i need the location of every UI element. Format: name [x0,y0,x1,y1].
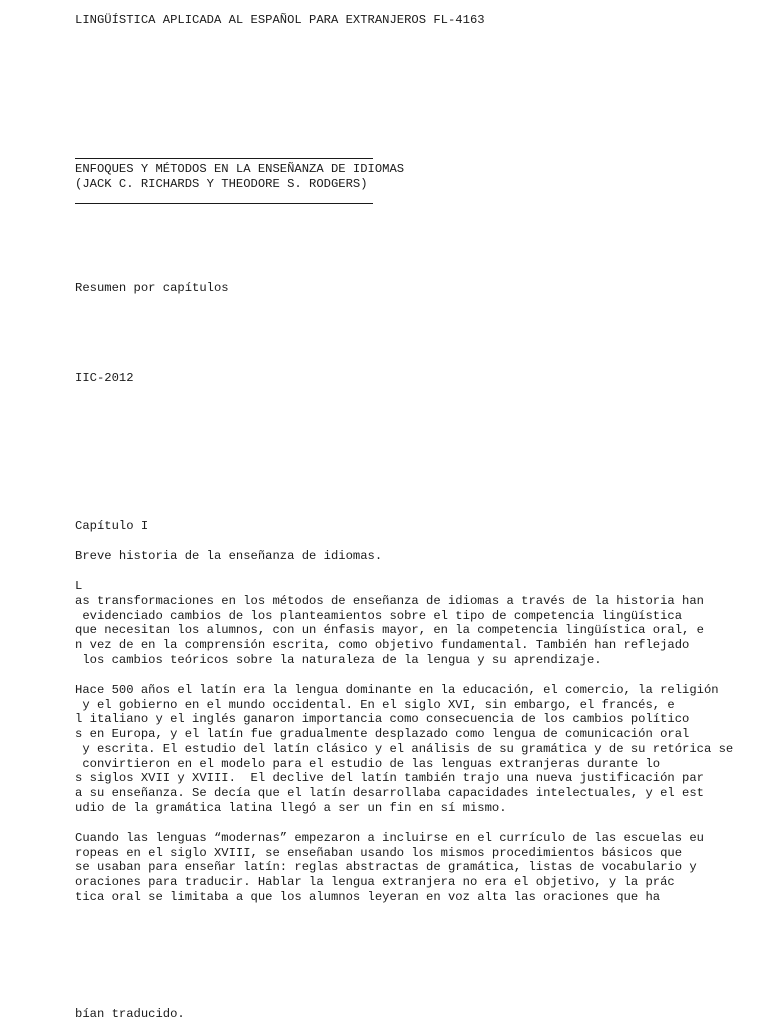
paragraph-line: se usaban para enseñar latín: reglas abstractas de gramática, listas de vocabulario y [75,860,697,875]
paragraph-line: convirtieron en el modelo para el estudio de las lenguas extranjeras durante lo [75,756,661,771]
paragraph-line: n vez de en la comprensión escrita, como objetivo fundamental. También han reflejado [75,638,690,653]
paragraph-2 [75,683,733,815]
paragraph-line: udio de la gramática latina llegó a ser un fin en sí mismo. [75,800,507,815]
title-rule-top [75,158,373,159]
paragraph-line: los cambios teóricos sobre la naturaleza de la lengua y su aprendizaje. [75,652,602,667]
paragraph-line: s siglos XVII y XVIII. El declive del latín también trajo una nueva justificación par [75,771,704,786]
paragraph-line: as transformaciones en los métodos de enseñanza de idiomas a través de la historia han [75,594,704,608]
document-code: IIC-2012 [75,371,134,385]
chapter-heading: Breve historia de la enseñanza de idiomas. [75,549,383,563]
title-rule-bottom [75,203,373,204]
paragraph-line: ropeas en el siglo XVIII, se enseñaban usando los mismos procedimientos básicos que [75,845,683,860]
paragraph-line: tica oral se limitaba a que los alumnos leyeran en voz alta las oraciones que ha [75,889,661,904]
paragraph-line: que necesitan los alumnos, con un énfasis mayor, en la competencia lingüística oral, e [75,623,704,638]
paragraph-line: y el gobierno en el mundo occidental. En el siglo XVI, sin embargo, el francés, e [75,697,675,712]
document-authors: (JACK C. RICHARDS Y THEODORE S. RODGERS) [75,177,368,191]
paragraph-line: Hace 500 años el latín era la lengua dominante en la educación, el comercio, la religión [75,683,719,697]
paragraph-3 [75,831,704,905]
paragraph-line: Cuando las lenguas “modernas” empezaron a incluirse en el currículo de las escuelas eu [75,831,704,845]
continuation-line: bían traducido. [75,1007,185,1021]
paragraph-line: oraciones para traducir. Hablar la lengua extranjera no era el objetivo, y la prác [75,875,675,890]
chapter-label: Capítulo I [75,519,149,533]
document-subtitle: Resumen por capítulos [75,281,229,295]
drop-cap-letter: L [75,579,83,593]
paragraph-line: s en Europa, y el latín fue gradualmente desplazado como lengua de comunicación oral [75,727,690,742]
paragraph-line: evidenciado cambios de los planteamientos sobre el tipo de competencia lingüística [75,608,683,623]
course-header: LINGÜÍSTICA APLICADA AL ESPAÑOL PARA EXTRANJEROS FL-4163 [75,13,485,27]
paragraph-line: l italiano y el inglés ganaron importancia como consecuencia de los cambios político [75,712,690,727]
document-title: ENFOQUES Y MÉTODOS EN LA ENSEÑANZA DE IDIOMAS [75,162,405,176]
paragraph-line: a su enseñanza. Se decía que el latín desarrollaba capacidades intelectuales, y el est [75,785,704,800]
paragraph-line: y escrita. El estudio del latín clásico y el análisis de su gramática y de su retórica se [75,741,734,756]
paragraph-1 [75,594,704,668]
